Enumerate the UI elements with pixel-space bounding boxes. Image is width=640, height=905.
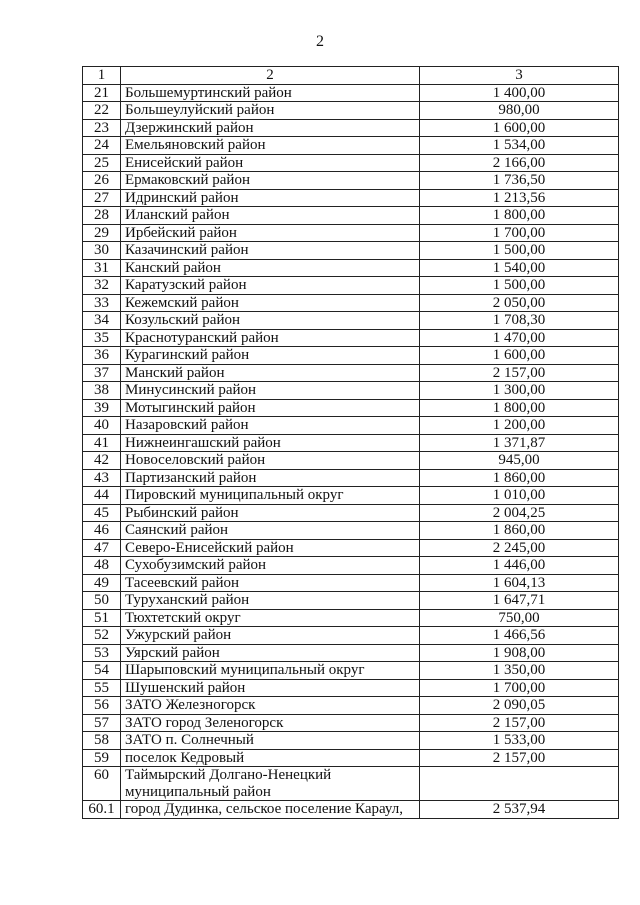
table-row bbox=[83, 592, 619, 610]
table-row bbox=[83, 189, 619, 207]
row-number-cell: 41 bbox=[83, 434, 121, 452]
amount-cell: 1 500,00 bbox=[420, 277, 619, 295]
district-name-cell: Иланский район bbox=[121, 207, 420, 225]
district-name-cell: Саянский район bbox=[121, 522, 420, 540]
amount-cell: 945,00 bbox=[420, 452, 619, 470]
amount-cell: 1 350,00 bbox=[420, 662, 619, 680]
row-number-cell: 44 bbox=[83, 487, 121, 505]
amount-cell: 1 500,00 bbox=[420, 242, 619, 260]
row-number-cell: 38 bbox=[83, 382, 121, 400]
amount-cell: 1 647,71 bbox=[420, 592, 619, 610]
amount-cell: 1 470,00 bbox=[420, 329, 619, 347]
amount-cell: 1 860,00 bbox=[420, 469, 619, 487]
district-name-cell: Ермаковский район bbox=[121, 172, 420, 190]
district-name-cell: Назаровский район bbox=[121, 417, 420, 435]
row-number-cell: 32 bbox=[83, 277, 121, 295]
table-row bbox=[83, 434, 619, 452]
amount-cell: 1 600,00 bbox=[420, 347, 619, 365]
district-name-cell: Нижнеингашский район bbox=[121, 434, 420, 452]
district-name-cell: Пировский муниципальный округ bbox=[121, 487, 420, 505]
amount-cell: 2 050,00 bbox=[420, 294, 619, 312]
row-number-cell: 56 bbox=[83, 697, 121, 715]
table-body bbox=[83, 84, 619, 818]
row-number-cell: 50 bbox=[83, 592, 121, 610]
table-row bbox=[83, 242, 619, 260]
row-number-cell: 36 bbox=[83, 347, 121, 365]
table-row bbox=[83, 312, 619, 330]
row-number-cell: 29 bbox=[83, 224, 121, 242]
district-name-cell: Шарыповский муниципальный округ bbox=[121, 662, 420, 680]
table-row bbox=[83, 539, 619, 557]
table-row bbox=[83, 84, 619, 102]
table-row bbox=[83, 259, 619, 277]
table-row bbox=[83, 399, 619, 417]
table-row bbox=[83, 574, 619, 592]
district-name-cell: Северо-Енисейский район bbox=[121, 539, 420, 557]
amount-cell: 2 166,00 bbox=[420, 154, 619, 172]
district-name-cell: Ужурский район bbox=[121, 627, 420, 645]
amount-cell: 1 300,00 bbox=[420, 382, 619, 400]
table-row bbox=[83, 522, 619, 540]
district-name-cell: Минусинский район bbox=[121, 382, 420, 400]
amount-cell: 1 736,50 bbox=[420, 172, 619, 190]
row-number-cell: 30 bbox=[83, 242, 121, 260]
district-name-cell: Манский район bbox=[121, 364, 420, 382]
amount-cell: 2 157,00 bbox=[420, 749, 619, 767]
table-row bbox=[83, 207, 619, 225]
district-name-cell: город Дудинка, сельское поселение Караул, bbox=[121, 801, 420, 819]
district-name-cell: Казачинский район bbox=[121, 242, 420, 260]
district-name-cell: Тасеевский район bbox=[121, 574, 420, 592]
district-name-cell: ЗАТО п. Солнечный bbox=[121, 732, 420, 750]
district-name-cell: Новоселовский район bbox=[121, 452, 420, 470]
table-row bbox=[83, 417, 619, 435]
amount-cell: 1 213,56 bbox=[420, 189, 619, 207]
column-header-name: 2 bbox=[121, 67, 420, 85]
district-name-cell: Мотыгинский район bbox=[121, 399, 420, 417]
row-number-cell: 24 bbox=[83, 137, 121, 155]
amount-cell: 1 604,13 bbox=[420, 574, 619, 592]
amount-cell: 1 400,00 bbox=[420, 84, 619, 102]
amount-cell: 1 466,56 bbox=[420, 627, 619, 645]
district-name-cell: Тюхтетский округ bbox=[121, 609, 420, 627]
district-name-cell: Таймырский Долгано-Ненецкий муниципальный район bbox=[121, 767, 420, 801]
district-name-cell: Канский район bbox=[121, 259, 420, 277]
table-row bbox=[83, 382, 619, 400]
amount-cell: 1 700,00 bbox=[420, 224, 619, 242]
column-header-number: 1 bbox=[83, 67, 121, 85]
row-number-cell: 26 bbox=[83, 172, 121, 190]
district-name-cell: Краснотуранский район bbox=[121, 329, 420, 347]
row-number-cell: 60.1 bbox=[83, 801, 121, 819]
row-number-cell: 33 bbox=[83, 294, 121, 312]
table-row bbox=[83, 154, 619, 172]
table-row bbox=[83, 801, 619, 819]
table-header-row bbox=[83, 67, 619, 85]
row-number-cell: 48 bbox=[83, 557, 121, 575]
amount-cell: 1 600,00 bbox=[420, 119, 619, 137]
district-name-cell: Шушенский район bbox=[121, 679, 420, 697]
table-row bbox=[83, 119, 619, 137]
district-name-cell: Дзержинский район bbox=[121, 119, 420, 137]
row-number-cell: 28 bbox=[83, 207, 121, 225]
row-number-cell: 35 bbox=[83, 329, 121, 347]
row-number-cell: 40 bbox=[83, 417, 121, 435]
row-number-cell: 39 bbox=[83, 399, 121, 417]
amount-cell: 1 800,00 bbox=[420, 399, 619, 417]
table-row bbox=[83, 609, 619, 627]
amount-cell: 2 004,25 bbox=[420, 504, 619, 522]
district-name-cell: Сухобузимский район bbox=[121, 557, 420, 575]
row-number-cell: 52 bbox=[83, 627, 121, 645]
row-number-cell: 46 bbox=[83, 522, 121, 540]
amount-cell: 1 700,00 bbox=[420, 679, 619, 697]
district-name-cell: Идринский район bbox=[121, 189, 420, 207]
district-name-cell: Ирбейский район bbox=[121, 224, 420, 242]
amount-cell: 2 090,05 bbox=[420, 697, 619, 715]
amount-cell: 1 800,00 bbox=[420, 207, 619, 225]
row-number-cell: 45 bbox=[83, 504, 121, 522]
column-header-value: 3 bbox=[420, 67, 619, 85]
table-row bbox=[83, 697, 619, 715]
amount-cell: 980,00 bbox=[420, 102, 619, 120]
row-number-cell: 43 bbox=[83, 469, 121, 487]
table-row bbox=[83, 487, 619, 505]
row-number-cell: 21 bbox=[83, 84, 121, 102]
district-name-cell: Енисейский район bbox=[121, 154, 420, 172]
table-row bbox=[83, 452, 619, 470]
table-row bbox=[83, 732, 619, 750]
row-number-cell: 51 bbox=[83, 609, 121, 627]
amount-cell: 1 371,87 bbox=[420, 434, 619, 452]
amount-cell: 1 708,30 bbox=[420, 312, 619, 330]
table-row bbox=[83, 102, 619, 120]
row-number-cell: 57 bbox=[83, 714, 121, 732]
row-number-cell: 37 bbox=[83, 364, 121, 382]
table-row bbox=[83, 294, 619, 312]
amount-cell: 750,00 bbox=[420, 609, 619, 627]
table-row bbox=[83, 714, 619, 732]
table-row bbox=[83, 557, 619, 575]
row-number-cell: 34 bbox=[83, 312, 121, 330]
amount-cell: 1 200,00 bbox=[420, 417, 619, 435]
amount-cell: 1 534,00 bbox=[420, 137, 619, 155]
district-name-cell: Большемуртинский район bbox=[121, 84, 420, 102]
table-row bbox=[83, 679, 619, 697]
amount-cell: 1 446,00 bbox=[420, 557, 619, 575]
district-name-cell: Емельяновский район bbox=[121, 137, 420, 155]
row-number-cell: 53 bbox=[83, 644, 121, 662]
row-number-cell: 25 bbox=[83, 154, 121, 172]
row-number-cell: 55 bbox=[83, 679, 121, 697]
table-row bbox=[83, 749, 619, 767]
row-number-cell: 31 bbox=[83, 259, 121, 277]
amount-cell: 1 860,00 bbox=[420, 522, 619, 540]
amount-cell: 1 533,00 bbox=[420, 732, 619, 750]
row-number-cell: 47 bbox=[83, 539, 121, 557]
allocation-table bbox=[82, 66, 619, 819]
district-name-cell: поселок Кедровый bbox=[121, 749, 420, 767]
row-number-cell: 49 bbox=[83, 574, 121, 592]
amount-cell: 2 537,94 bbox=[420, 801, 619, 819]
amount-cell: 1 540,00 bbox=[420, 259, 619, 277]
amount-cell: 2 157,00 bbox=[420, 714, 619, 732]
page-number: 2 bbox=[316, 33, 324, 50]
row-number-cell: 58 bbox=[83, 732, 121, 750]
row-number-cell: 59 bbox=[83, 749, 121, 767]
district-name-cell: Козульский район bbox=[121, 312, 420, 330]
table-row bbox=[83, 627, 619, 645]
amount-cell: 2 245,00 bbox=[420, 539, 619, 557]
table-row bbox=[83, 767, 619, 801]
row-number-cell: 42 bbox=[83, 452, 121, 470]
amount-cell: 1 010,00 bbox=[420, 487, 619, 505]
amount-cell bbox=[420, 767, 619, 801]
amount-cell: 1 908,00 bbox=[420, 644, 619, 662]
district-name-cell: Каратузский район bbox=[121, 277, 420, 295]
row-number-cell: 22 bbox=[83, 102, 121, 120]
amount-cell: 2 157,00 bbox=[420, 364, 619, 382]
district-name-cell: Уярский район bbox=[121, 644, 420, 662]
table-row bbox=[83, 224, 619, 242]
table-row bbox=[83, 364, 619, 382]
row-number-cell: 60 bbox=[83, 767, 121, 801]
table-row bbox=[83, 137, 619, 155]
row-number-cell: 27 bbox=[83, 189, 121, 207]
district-name-cell: Большеулуйский район bbox=[121, 102, 420, 120]
table-row bbox=[83, 277, 619, 295]
table-row bbox=[83, 329, 619, 347]
table-row bbox=[83, 662, 619, 680]
row-number-cell: 23 bbox=[83, 119, 121, 137]
district-name-cell: ЗАТО Железногорск bbox=[121, 697, 420, 715]
table-row bbox=[83, 347, 619, 365]
district-name-cell: Туруханский район bbox=[121, 592, 420, 610]
district-name-cell: ЗАТО город Зеленогорск bbox=[121, 714, 420, 732]
district-name-cell: Курагинский район bbox=[121, 347, 420, 365]
district-name-cell: Партизанский район bbox=[121, 469, 420, 487]
table-row bbox=[83, 469, 619, 487]
table-row bbox=[83, 504, 619, 522]
table-row bbox=[83, 644, 619, 662]
row-number-cell: 54 bbox=[83, 662, 121, 680]
district-name-cell: Кежемский район bbox=[121, 294, 420, 312]
table-row bbox=[83, 172, 619, 190]
district-name-cell: Рыбинский район bbox=[121, 504, 420, 522]
